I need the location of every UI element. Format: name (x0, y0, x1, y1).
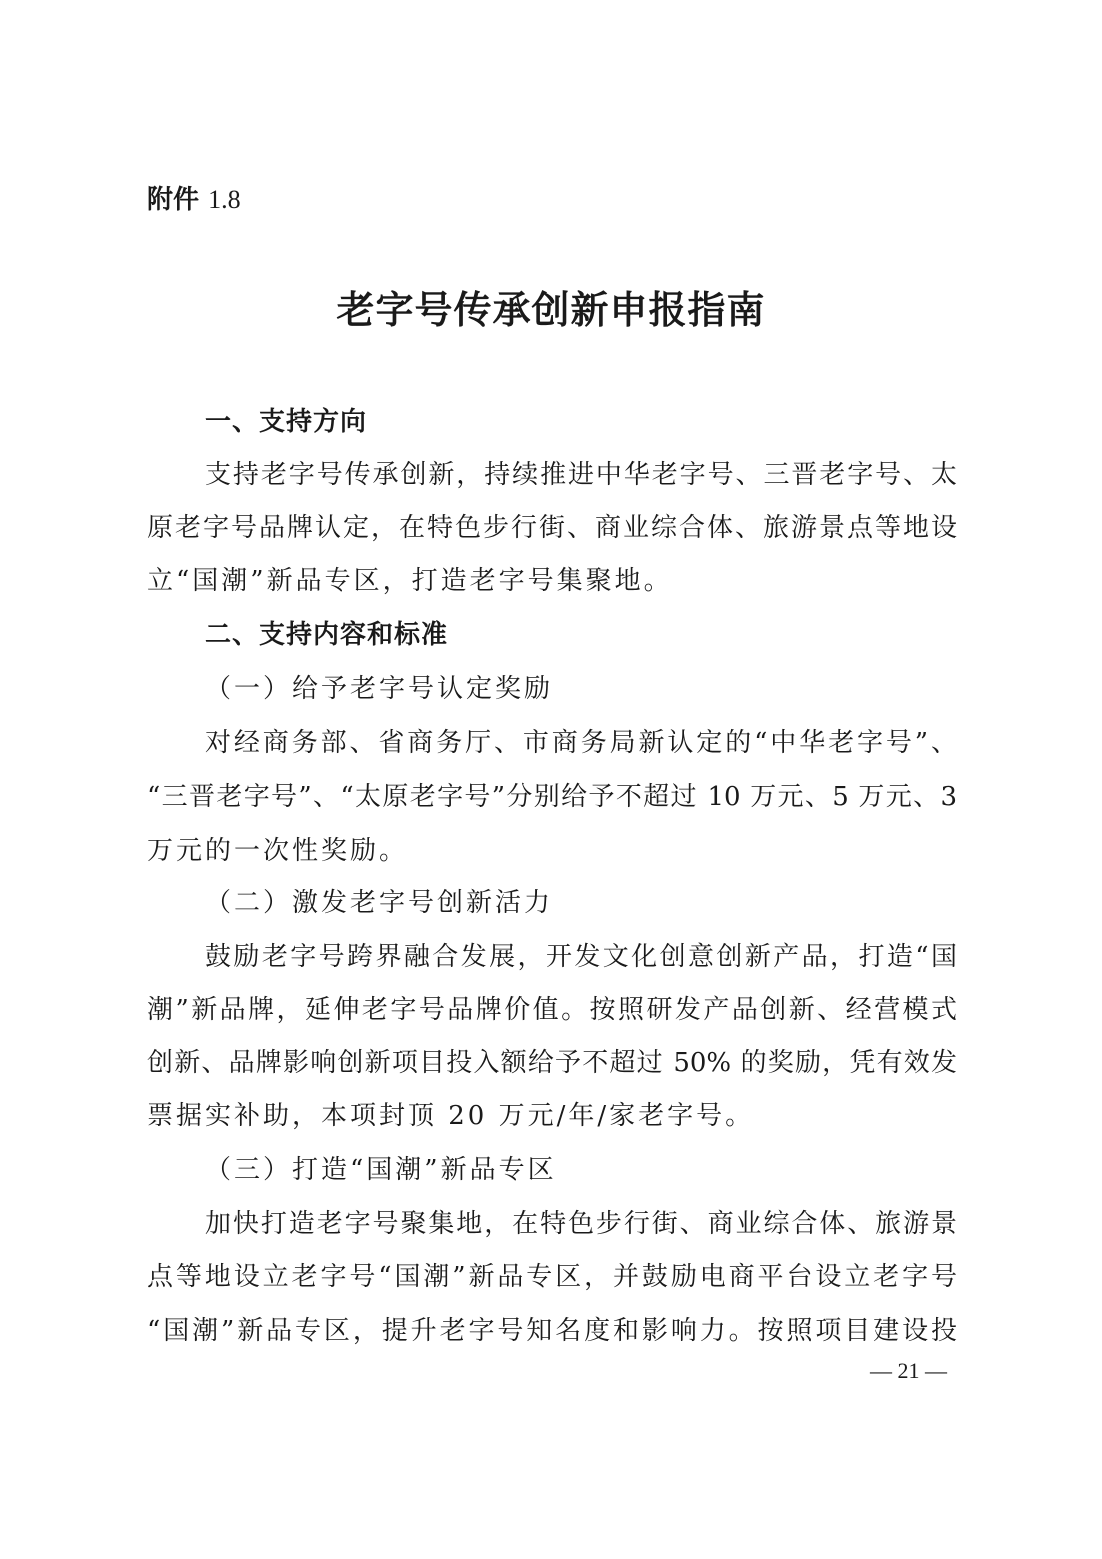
paragraph-line: 支持老字号传承创新，持续推进中华老字号、三晋老字号、太 (205, 460, 957, 490)
paragraph-line: 票据实补助，本项封顶 20 万元/年/家老字号。 (147, 1101, 755, 1131)
section-heading-content: 二、支持内容和标准 (205, 620, 449, 650)
attachment-number: 1.8 (208, 185, 241, 214)
subsection-heading-2: （二）激发老字号创新活力 (205, 888, 554, 918)
paragraph-line: 立“国潮”新品专区，打造老字号集聚地。 (147, 566, 673, 596)
paragraph-line: 创新、品牌影响创新项目投入额给予不超过 50% 的奖励，凭有效发 (147, 1048, 957, 1078)
document-title: 老字号传承创新申报指南 (336, 288, 766, 332)
paragraph-line: “三晋老字号”、“太原老字号”分别给予不超过 10 万元、5 万元、3 (147, 782, 957, 812)
paragraph-line: 对经商务部、省商务厅、市商务局新认定的“中华老字号”、 (205, 728, 957, 758)
page-number: — 21 — (870, 1358, 947, 1383)
subsection-heading-1: （一）给予老字号认定奖励 (205, 674, 554, 704)
section-heading-direction: 一、支持方向 (205, 407, 368, 437)
paragraph-line: 原老字号品牌认定，在特色步行街、商业综合体、旅游景点等地设 (147, 513, 957, 543)
paragraph-line: “国潮”新品专区，提升老字号知名度和影响力。按照项目建设投 (147, 1316, 957, 1346)
paragraph-line: 万元的一次性奖励。 (147, 836, 409, 866)
attachment-label: 附件 1.8 (147, 185, 241, 215)
paragraph-line: 加快打造老字号聚集地，在特色步行街、商业综合体、旅游景 (205, 1209, 957, 1239)
paragraph-line: 鼓励老字号跨界融合发展，开发文化创意创新产品，打造“国 (205, 942, 957, 972)
paragraph-line: 潮”新品牌，延伸老字号品牌价值。按照研发产品创新、经营模式 (147, 995, 957, 1025)
paragraph-line: 点等地设立老字号“国潮”新品专区，并鼓励电商平台设立老字号 (147, 1262, 957, 1292)
subsection-heading-3: （三）打造“国潮”新品专区 (205, 1155, 557, 1185)
